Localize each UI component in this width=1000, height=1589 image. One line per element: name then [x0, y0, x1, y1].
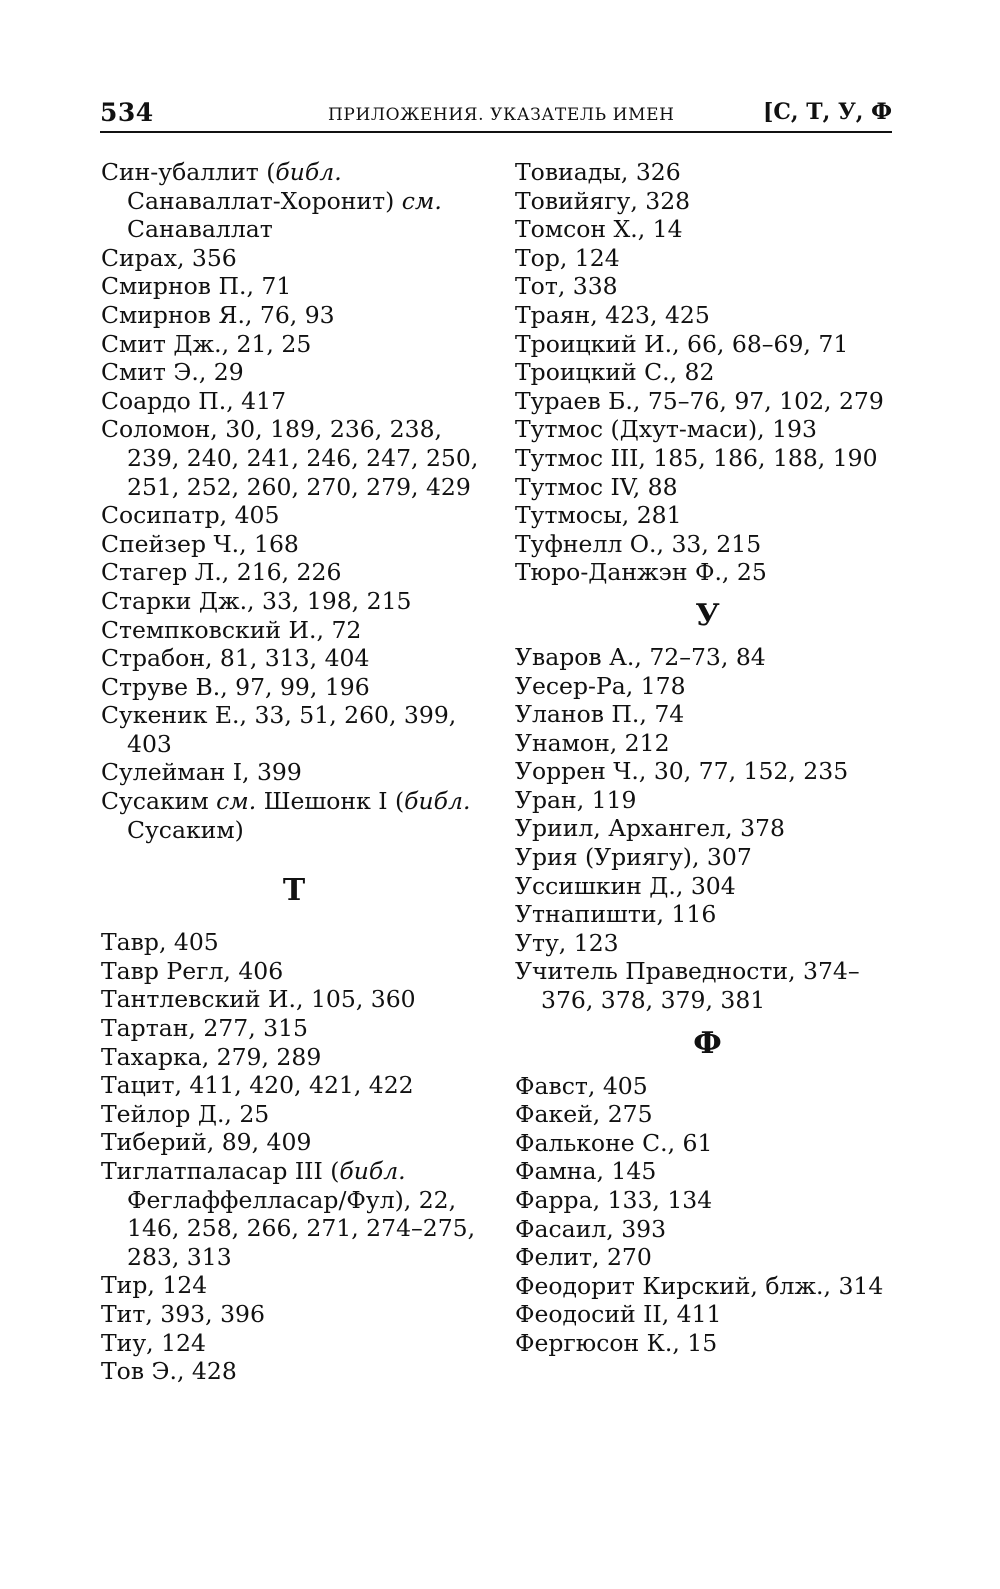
- index-entry: Тор, 124: [515, 243, 620, 272]
- index-entry: Фасаил, 393: [515, 1214, 667, 1243]
- index-entry: Сирах, 356: [101, 243, 237, 272]
- index-entry: Сулейман I, 399: [101, 758, 302, 787]
- index-entry: Спейзер Ч., 168: [101, 529, 299, 558]
- entries-u: [515, 643, 900, 1015]
- index-entry: Томсон Х., 14: [515, 215, 683, 244]
- index-entry: Тит, 393, 396: [101, 1299, 265, 1328]
- index-entry: Тот, 338: [515, 272, 618, 301]
- index-entry: Сусаким см. Шешонк I (библ. Сусаким): [101, 787, 471, 844]
- index-entry: Фергюсон К., 15: [515, 1328, 718, 1357]
- index-entry: Урия (Уриягу), 307: [515, 843, 752, 872]
- index-entry: Тюро-Данжэн Ф., 25: [515, 558, 767, 587]
- index-entry: Тутмос IV, 88: [515, 472, 678, 501]
- index-entry: Траян, 423, 425: [515, 300, 710, 329]
- index-entry: Факей, 275: [515, 1100, 653, 1129]
- index-entry: Тиберий, 89, 409: [101, 1128, 312, 1157]
- index-entry: Смит Э., 29: [101, 358, 244, 387]
- index-entry: Соломон, 30, 189, 236, 238, 239, 240, 241, 246, 247, 250, 251, 252, 260, 270, 279, 429: [101, 415, 479, 501]
- index-entry: Троицкий С., 82: [515, 358, 715, 387]
- index-entry: Смирнов П., 71: [101, 272, 292, 301]
- section-marker: [С, Т, У, Ф: [763, 99, 892, 125]
- index-entry: Тир, 124: [101, 1271, 208, 1300]
- index-entry: Уран, 119: [515, 785, 637, 814]
- index-entry: Сукеник Е., 33, 51, 260, 399, 403: [101, 701, 457, 758]
- index-entry: Тутмос III, 185, 186, 188, 190: [515, 443, 878, 472]
- index-entry: Тураев Б., 75–76, 97, 102, 279: [515, 386, 884, 415]
- index-entry: Тантлевский И., 105, 360: [101, 985, 416, 1014]
- index-entry: Уту, 123: [515, 928, 619, 957]
- page-number: 534: [100, 98, 154, 127]
- index-entry: Тейлор Д., 25: [101, 1099, 270, 1128]
- index-entry: Тахарка, 279, 289: [101, 1042, 322, 1071]
- index-entry: Смирнов Я., 76, 93: [101, 300, 335, 329]
- index-entry: Тов Э., 428: [101, 1357, 237, 1386]
- entries-f: [515, 1072, 900, 1358]
- index-entry: Феодосий II, 411: [515, 1300, 722, 1329]
- index-entry: Уриил, Архангел, 378: [515, 814, 785, 843]
- index-entry: Тутмосы, 281: [515, 501, 682, 530]
- header-rule: [100, 131, 892, 133]
- index-entry: Фавст, 405: [515, 1071, 648, 1100]
- letter-heading-t: Т: [282, 873, 306, 909]
- index-entry: Тутмос (Дхут-маси), 193: [515, 415, 817, 444]
- index-entry: Утнапишти, 116: [515, 900, 717, 929]
- index-entry: Смит Дж., 21, 25: [101, 329, 312, 358]
- left-column: [101, 158, 487, 1386]
- index-entry: Товиады, 326: [515, 158, 681, 186]
- index-entry: Феодорит Кирский, блж., 314: [515, 1271, 884, 1300]
- index-entry: Соардо П., 417: [101, 386, 287, 415]
- index-entry: Тиглатпаласар III (библ. Феглаффелласар/Фул), 22, 146, 258, 266, 271, 274–275, 283, 313: [101, 1157, 476, 1271]
- index-entry: Тацит, 411, 420, 421, 422: [101, 1071, 414, 1100]
- running-title: ПРИЛОЖЕНИЯ. УКАЗАТЕЛЬ ИМЕН: [328, 105, 675, 125]
- index-entry: Страбон, 81, 313, 404: [101, 644, 370, 673]
- index-entry: Фелит, 270: [515, 1243, 652, 1272]
- index-entry: Уланов П., 74: [515, 700, 685, 729]
- index-entry: Струве В., 97, 99, 196: [101, 672, 370, 701]
- index-entry: Тавр Регл, 406: [101, 956, 284, 985]
- index-entry: Троицкий И., 66, 68–69, 71: [515, 329, 849, 358]
- index-entry: Уесер-Ра, 178: [515, 671, 686, 700]
- entries-t-continued: [515, 158, 900, 587]
- index-entry: Фамна, 145: [515, 1157, 657, 1186]
- index-entry: Тавр, 405: [101, 928, 219, 957]
- index-entry: Стемпковский И., 72: [101, 615, 362, 644]
- right-column: [515, 158, 900, 1358]
- index-entry: Тиу, 124: [101, 1328, 206, 1357]
- letter-heading-f: Ф: [693, 1025, 722, 1061]
- index-entry: Учитель Праведности, 374–376, 378, 379, 381: [515, 957, 860, 1015]
- index-entry: Тартан, 277, 315: [101, 1014, 308, 1043]
- index-entry: Товийягу, 328: [515, 186, 691, 215]
- index-entry: Уссишкин Д., 304: [515, 871, 736, 900]
- entries-s: [101, 158, 487, 844]
- index-entry: Уваров А., 72–73, 84: [515, 642, 766, 671]
- index-entry: Туфнелл О., 33, 215: [515, 529, 762, 558]
- index-entry: Фальконе С., 61: [515, 1128, 713, 1157]
- index-entry: Стагер Л., 216, 226: [101, 558, 342, 587]
- letter-heading-u: У: [695, 597, 720, 633]
- index-entry: Син-убаллит (библ. Санаваллат-Хоронит) см. Санаваллат: [101, 158, 442, 244]
- index-entry: Унамон, 212: [515, 728, 670, 757]
- entries-t: [101, 928, 487, 1386]
- index-entry: Старки Дж., 33, 198, 215: [101, 586, 412, 615]
- page-header: [100, 98, 892, 134]
- index-entry: Уоррен Ч., 30, 77, 152, 235: [515, 757, 849, 786]
- index-entry: Сосипатр, 405: [101, 501, 280, 530]
- index-entry: Фарра, 133, 134: [515, 1186, 713, 1214]
